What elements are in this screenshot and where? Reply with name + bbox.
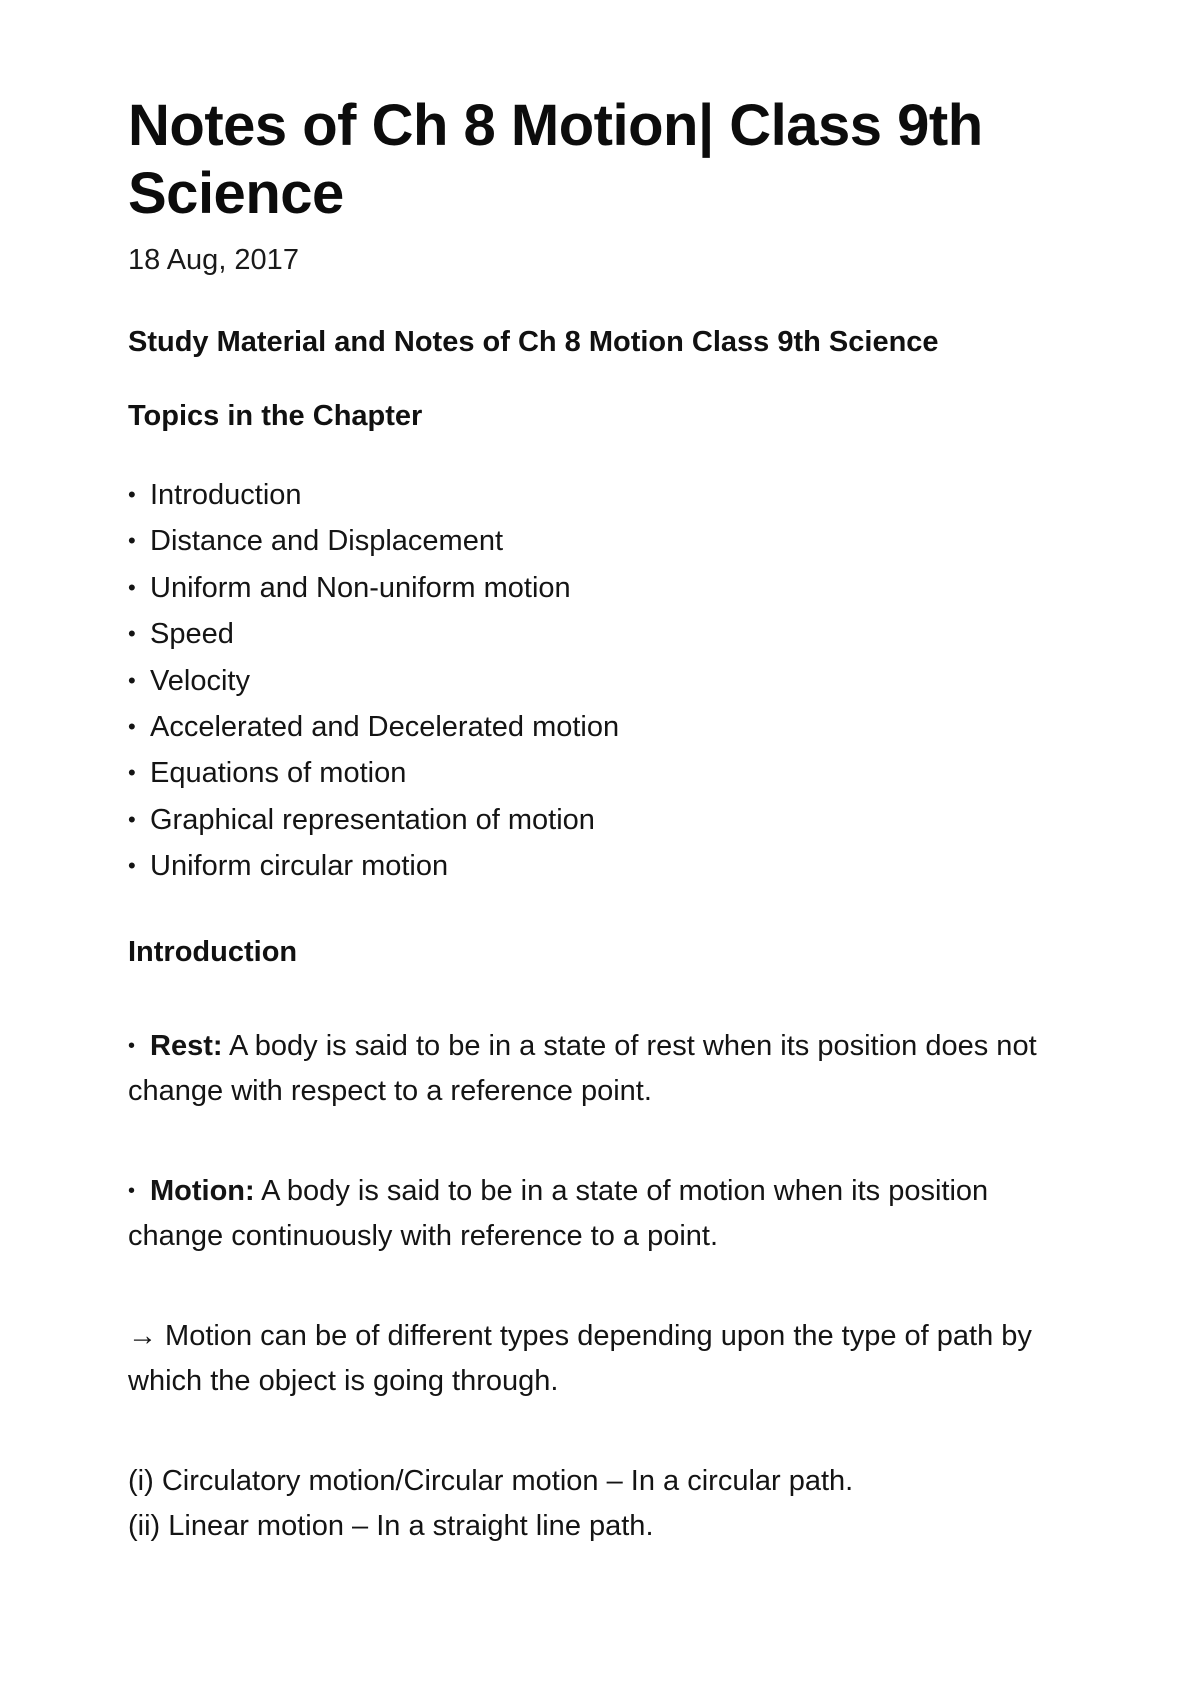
introduction-heading: Introduction: [128, 935, 298, 968]
topic-label: Velocity: [150, 664, 250, 697]
topic-label: Graphical representation of motion: [150, 803, 595, 836]
bullet-icon: •: [128, 714, 136, 740]
topic-label: Equations of motion: [150, 757, 407, 790]
bullet-icon: •: [128, 853, 136, 879]
topic-item: [128, 750, 1088, 796]
page-title: Notes of Ch 8 Motion| Class 9th Science: [128, 93, 983, 226]
rest-term: Rest:: [150, 1029, 223, 1062]
bullet-icon: •: [128, 806, 136, 832]
motion-type-linear: (ii) Linear motion – In a straight line path.: [128, 1510, 654, 1543]
motion-definition: [128, 1169, 1088, 1260]
topic-label: Introduction: [150, 479, 302, 511]
topic-item: [128, 472, 1088, 518]
rest-definition: [128, 1024, 1088, 1115]
topic-item: [128, 565, 1088, 611]
topic-item: [128, 658, 1088, 704]
bullet-icon: •: [128, 760, 136, 786]
bullet-icon: •: [128, 667, 136, 693]
bullet-icon: •: [128, 574, 136, 600]
document-page: [128, 92, 1088, 1550]
topic-label: Accelerated and Decelerated motion: [150, 711, 620, 744]
diamond-bullet-icon: •: [128, 1179, 136, 1202]
bullet-icon: •: [128, 528, 136, 554]
topic-label: Uniform circular motion: [150, 850, 449, 883]
diamond-bullet-icon: •: [128, 1034, 136, 1057]
publish-date: 18 Aug, 2017: [128, 244, 299, 276]
document-subtitle: Study Material and Notes of Ch 8 Motion Class 9th Science: [128, 326, 939, 358]
topic-label: Uniform and Non-uniform motion: [150, 571, 571, 604]
topic-list: [128, 472, 1088, 890]
topics-heading: Topics in the Chapter: [128, 400, 423, 432]
topic-label: Speed: [150, 618, 234, 651]
topic-item: [128, 518, 1088, 564]
bullet-icon: •: [128, 621, 136, 647]
topic-label: Distance and Displacement: [150, 525, 504, 558]
motion-text: A body is said to be in a state of motion when its position change continuously with reference to a point.: [128, 1174, 989, 1253]
rest-text: A body is said to be in a state of rest when its position does not change with respect to a reference point.: [128, 1029, 1037, 1108]
motion-types-note: → Motion can be of different types depending upon the type of path by which the object is going through.: [128, 1319, 1032, 1398]
motion-type-circular: (i) Circulatory motion/Circular motion – In a circular path.: [128, 1464, 854, 1497]
topic-item: [128, 704, 1088, 750]
topic-item: [128, 797, 1088, 843]
motion-term: Motion:: [150, 1174, 255, 1207]
topic-item: [128, 843, 1088, 889]
topic-item: [128, 611, 1088, 657]
bullet-icon: •: [128, 482, 136, 507]
